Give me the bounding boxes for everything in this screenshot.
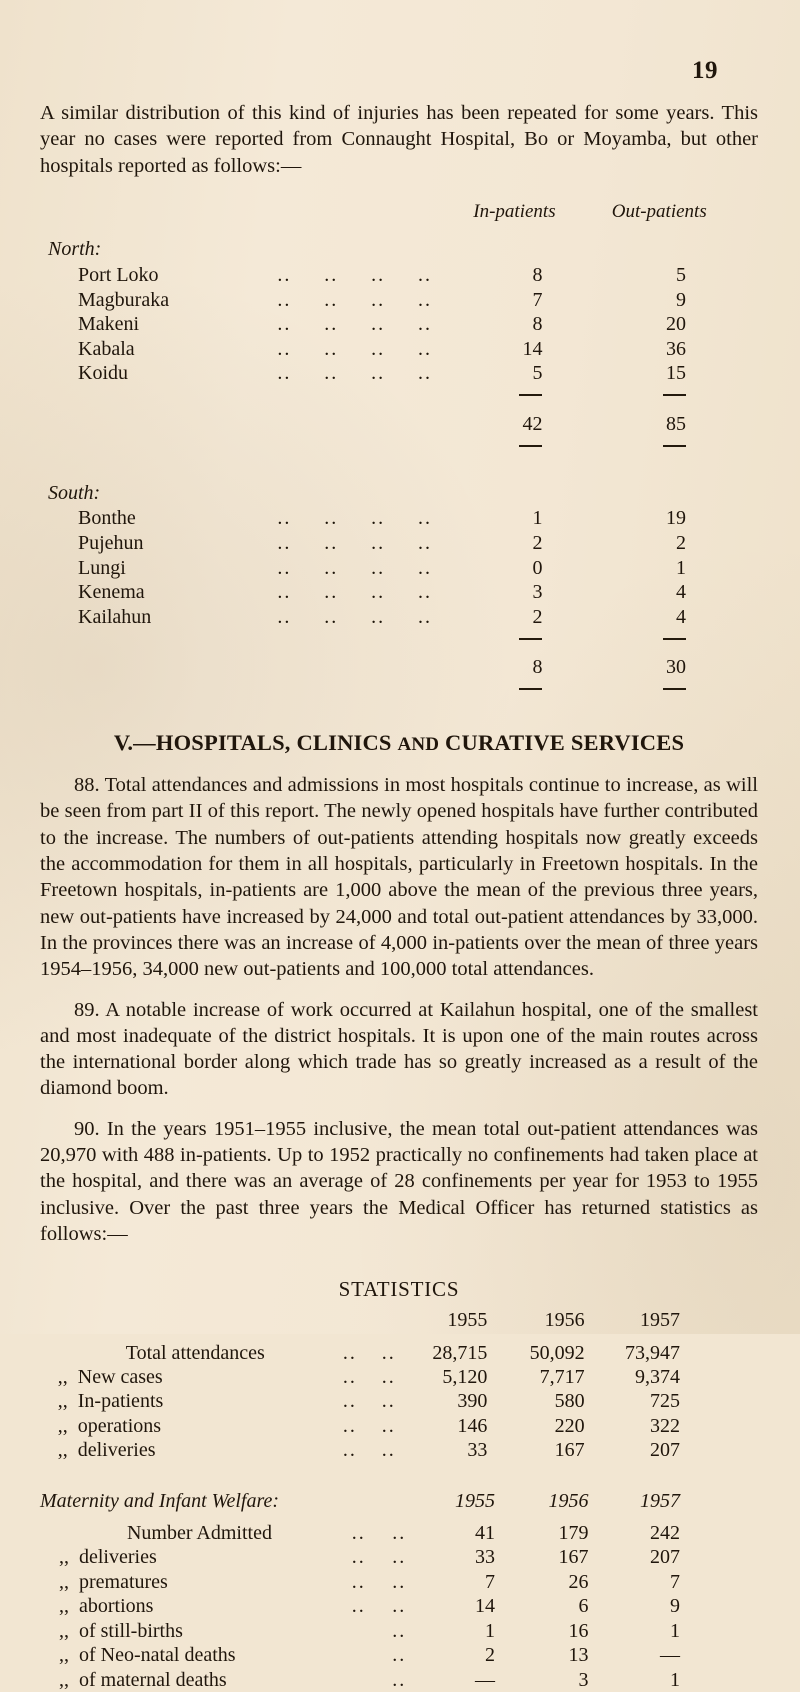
paragraph-89: 89. A notable increase of work occurred at Kailahun hospital, one of the smallest and most inadequate of the district hospitals. It is upon one of the main routes across the international border along which trade has so greatly increased as a result of the diamond boom. <box>40 998 758 1100</box>
rule-line <box>663 394 686 396</box>
table-row: Koidu .. .. .. .. 5 15 <box>78 362 686 385</box>
table-row: ,, deliveries .. .. 33 167 207 <box>40 1545 758 1569</box>
year-1955: 1955 <box>455 1489 496 1512</box>
ditto-mark: ,, <box>58 1595 69 1618</box>
statistics-year-header <box>40 1308 758 1340</box>
year-1957: 1957 <box>640 1309 680 1332</box>
year-1955: 1955 <box>447 1309 488 1332</box>
table-row: Bonthe .. .. .. .. 1 19 <box>78 507 686 530</box>
table-row: Pujehun .. .. .. .. 2 2 <box>78 532 686 555</box>
total-row-north: 42 85 <box>522 412 686 435</box>
year-1957: 1957 <box>640 1489 680 1512</box>
table-row: ,, prematures .. .. 7 26 7 <box>40 1570 758 1594</box>
table-row: ,, of still-births .. 1 16 1 <box>40 1619 758 1643</box>
section-heading-part2: CURATIVE SERVICES <box>439 730 685 756</box>
ditto-mark: ,, <box>58 1644 69 1667</box>
ditto-mark: ,, <box>58 1570 69 1593</box>
table-row: Lungi .. .. .. .. 0 1 <box>78 556 686 579</box>
table-row: Kailahun .. .. .. .. 2 4 <box>78 605 686 628</box>
table-header-row <box>40 200 758 232</box>
table-row: ,, abortions .. .. 14 6 9 <box>40 1594 758 1618</box>
region-label-south: South: <box>48 481 101 504</box>
year-1956: 1956 <box>548 1489 589 1512</box>
table-row: ,, of maternal deaths .. — 3 1 <box>40 1668 758 1692</box>
statistics-title: STATISTICS <box>338 1277 460 1302</box>
table-row: ,, New cases .. .. 5,120 7,717 9,374 <box>40 1365 758 1389</box>
intro-paragraph: A similar distribution of this kind of injuries has been repeated for some years. This year no cases were reported from Connaught Hospital, Bo or Moyamba, but other hospitals reported as follows:— <box>40 102 758 177</box>
total-rule-below <box>40 436 758 461</box>
maternity-label: Maternity and Infant Welfare: <box>40 1489 280 1512</box>
page-number: 19 <box>692 57 718 84</box>
table-row: Port Loko .. .. .. .. 8 5 <box>78 264 686 287</box>
rule-line <box>519 638 542 640</box>
ditto-mark: ,, <box>57 1390 68 1413</box>
maternity-table <box>40 1489 758 1692</box>
table-row: Total attendances .. .. 28,715 50,092 73,947 <box>125 1341 680 1364</box>
section-heading-and: AND <box>397 734 440 756</box>
ditto-mark: ,, <box>57 1366 68 1389</box>
paragraph-90: 90. In the years 1951–1955 inclusive, the mean total out-patient attendances was 20,970 with 488 in-patients. Up to 1952 practically no confinements had taken place at the hospital, and there was an average of 28 confinements per year for 1953 to 1955 inclusive. Over the past three years the Medical Officer has returned statistics as follows:— <box>40 1117 758 1245</box>
rule-line <box>663 688 686 690</box>
total-rule-below <box>40 680 758 705</box>
table-row: ,, operations .. .. 146 220 322 <box>40 1414 758 1438</box>
rule-line <box>519 688 542 690</box>
ditto-mark: ,, <box>58 1668 69 1691</box>
region-label-north: North: <box>48 238 102 261</box>
total-rule-above <box>40 386 758 411</box>
ditto-mark: ,, <box>58 1546 69 1569</box>
table-row: Number Admitted .. .. 41 179 242 <box>126 1522 680 1545</box>
table-row: ,, In-patients .. .. 390 580 725 <box>40 1389 758 1413</box>
table-row: ,, deliveries .. .. 33 167 207 <box>40 1438 758 1462</box>
ditto-mark: ,, <box>57 1414 68 1437</box>
header-out-patients: Out-patients <box>611 200 707 222</box>
ditto-mark: ,, <box>58 1619 69 1642</box>
table-row: Kabala .. .. .. .. 14 36 <box>78 337 686 360</box>
section-heading <box>40 730 758 756</box>
table-row: ,, of Neo-natal deaths .. 2 13 — <box>40 1643 758 1667</box>
rule-line <box>663 638 686 640</box>
table-row: Makeni .. .. .. .. 8 20 <box>78 313 686 336</box>
total-row-south: 8 30 <box>532 655 686 678</box>
table-row: Kenema .. .. .. .. 3 4 <box>78 581 686 604</box>
statistics-table <box>40 1308 758 1462</box>
injury-distribution-table <box>40 200 758 704</box>
paragraph-88: 88. Total attendances and admissions in most hospitals continue to increase, as will be seen from part II of this report. The newly opened hospitals have further contributed to the increase. The numbers of out-patients attending hospitals now greatly exceeds the accommodation for them in all hospitals, particularly in Freetown hospitals. In the Freetown hospitals, in-patients are 1,000 above the mean of the previous three years, new out-patients have increased by 24,000 and total out-patient attendances by 33,000. In the provinces there was an increase of 4,000 in-patients over the mean of three years 1954–1956, 34,000 new out-patients and 100,000 total attendances. <box>40 774 758 981</box>
table-row: Magburaka .. .. .. .. 7 9 <box>78 288 686 311</box>
section-heading-part1: V.—HOSPITALS, CLINICS <box>113 730 398 756</box>
total-rule-above <box>40 629 758 654</box>
rule-line <box>663 445 686 447</box>
rule-line <box>519 394 542 396</box>
header-in-patients: In-patients <box>473 200 556 222</box>
maternity-header-row <box>40 1489 758 1521</box>
rule-line <box>519 445 542 447</box>
year-1956: 1956 <box>544 1309 585 1332</box>
ditto-mark: ,, <box>57 1439 68 1462</box>
page-body <box>40 100 758 1692</box>
